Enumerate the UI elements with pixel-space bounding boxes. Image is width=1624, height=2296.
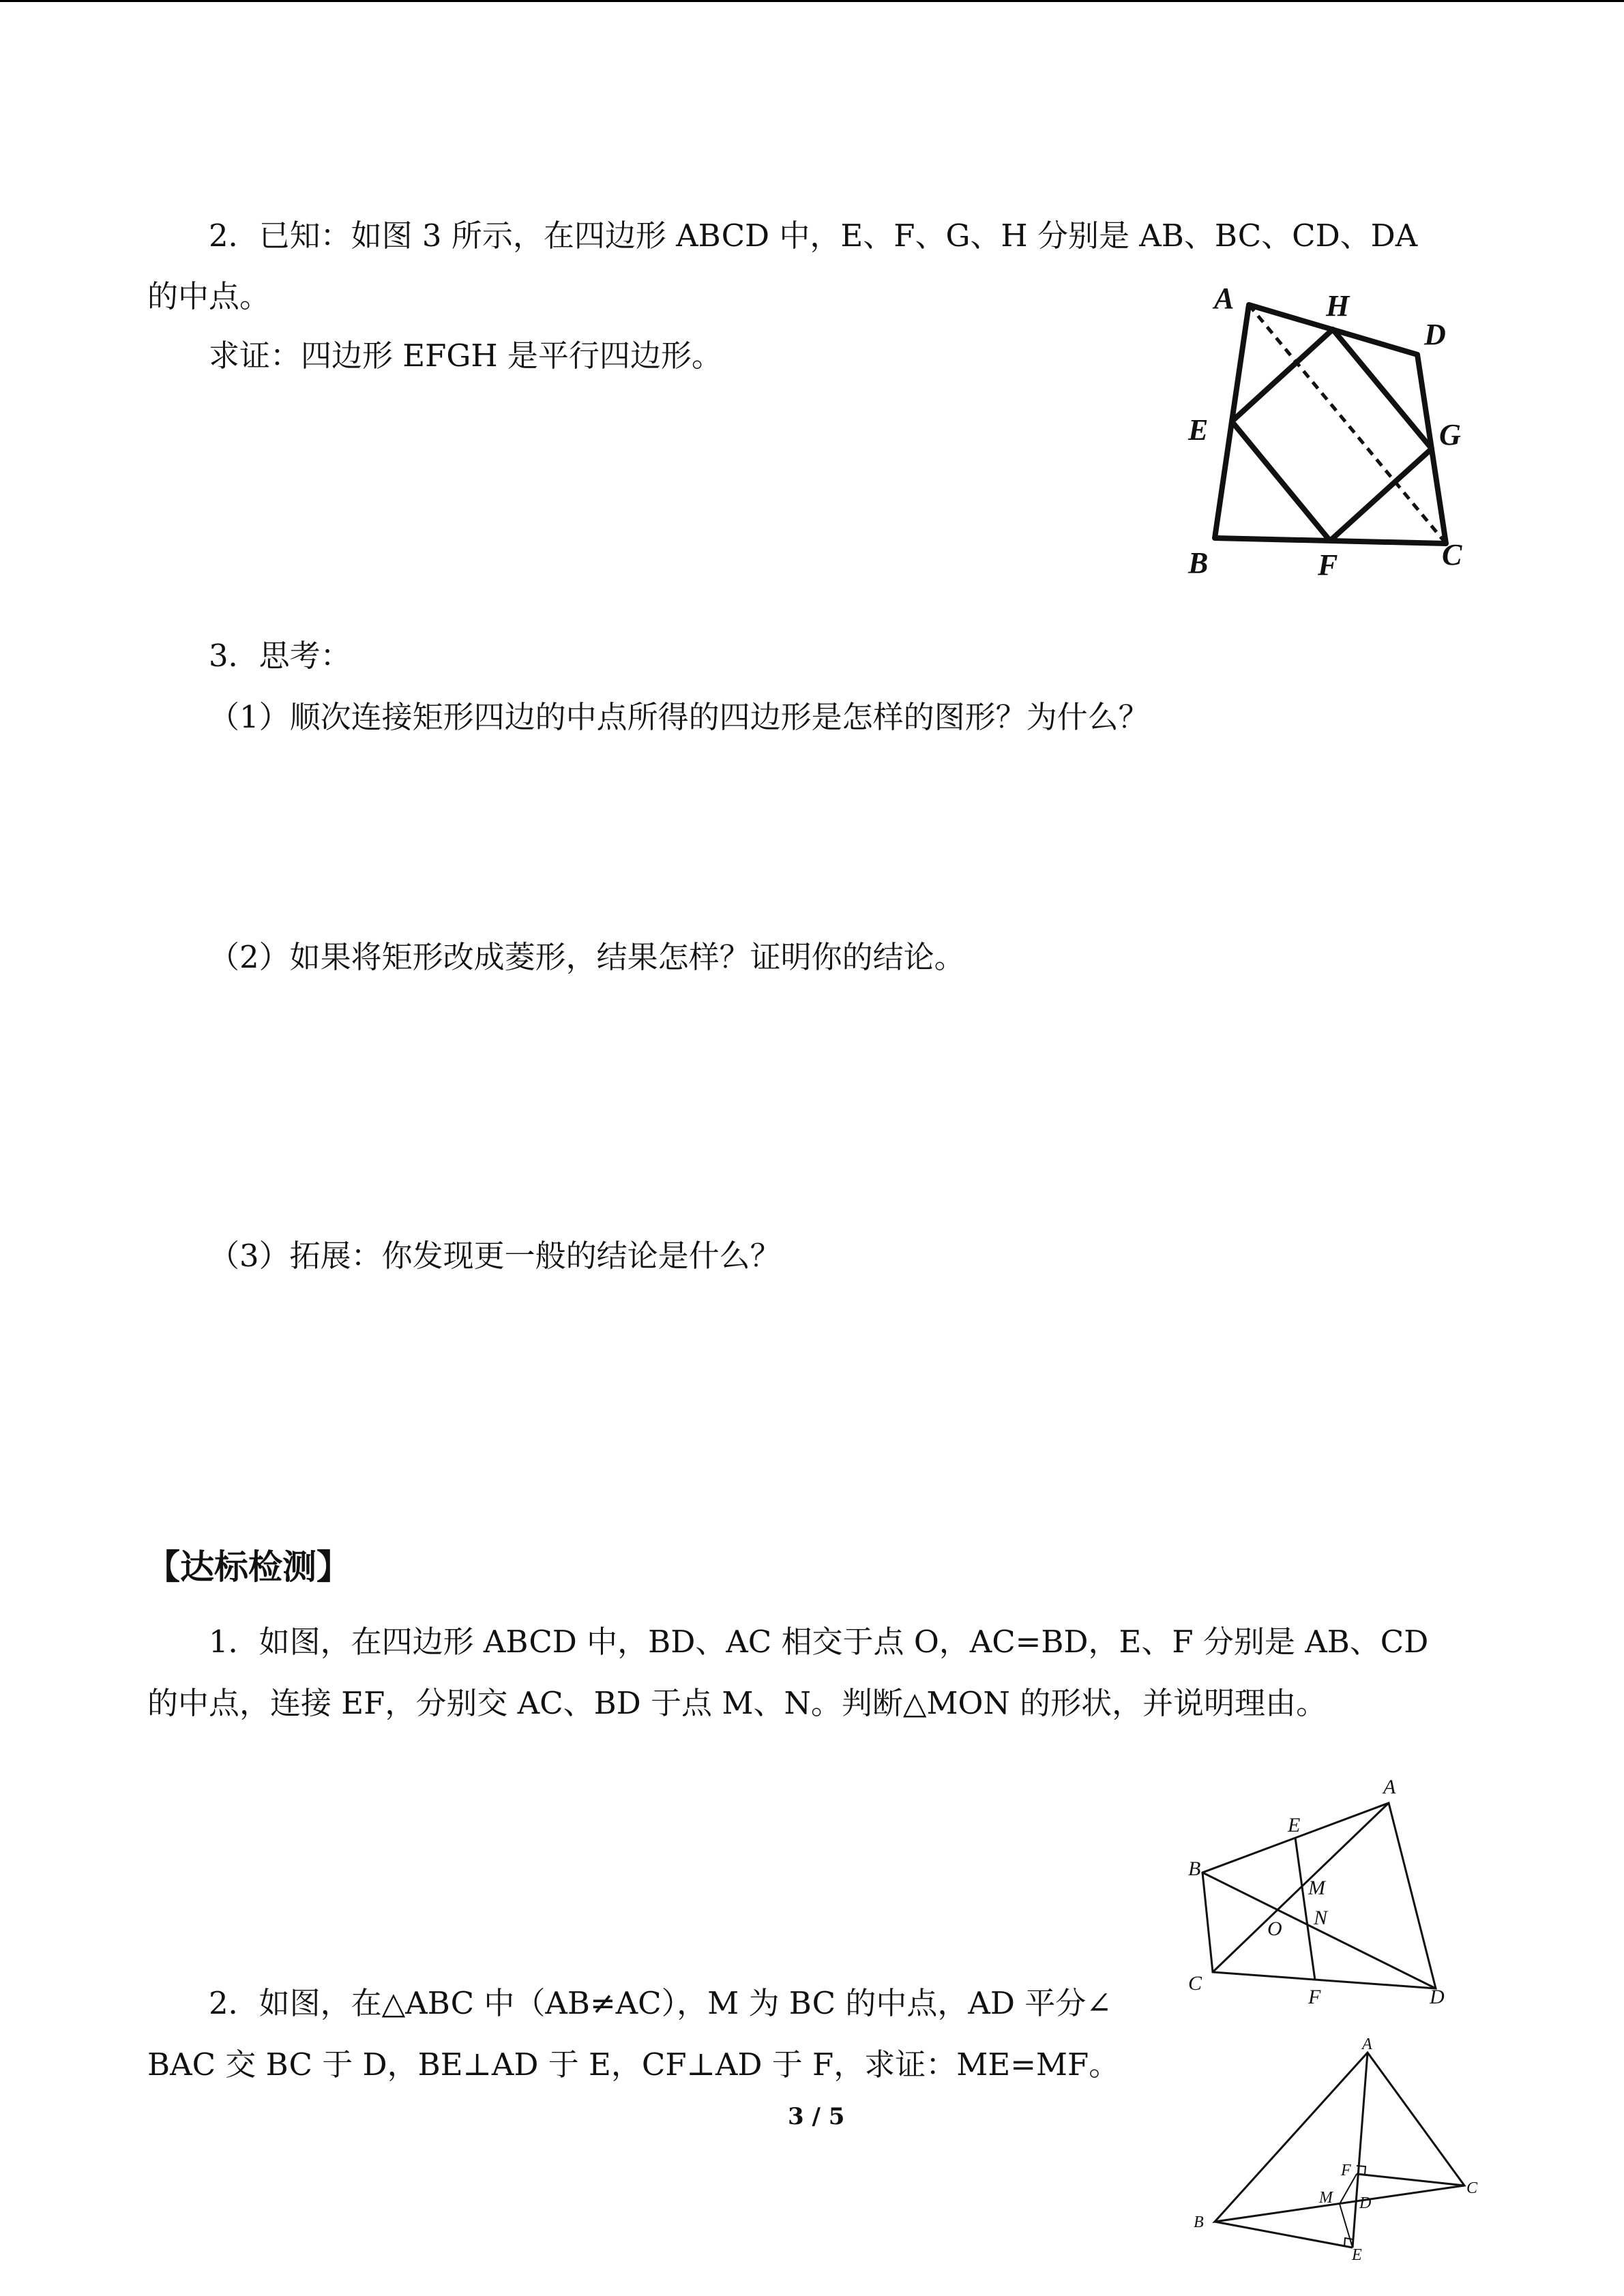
label-g: G	[1439, 418, 1461, 451]
label-o-2: O	[1267, 1918, 1282, 1940]
segment-me	[1340, 2204, 1353, 2248]
label-h: H	[1326, 289, 1350, 323]
diagonal-ac	[1249, 305, 1446, 543]
label-a-3: A	[1362, 2036, 1372, 2053]
label-c-3: C	[1466, 2179, 1478, 2197]
q2-line1: 2．已知：如图 3 所示，在四边形 ABCD 中，E、F、G、H 分别是 AB、BC、CD、DA	[209, 218, 1418, 254]
label-b: B	[1188, 546, 1209, 580]
label-f: F	[1318, 548, 1338, 582]
q3-title: 3．思考：	[209, 638, 351, 674]
label-f-2: F	[1308, 1986, 1321, 2008]
label-c-2: C	[1188, 1972, 1202, 1995]
quad-efgh	[1232, 329, 1432, 541]
t1-line1: 1．如图，在四边形 ABCD 中，BD、AC 相交于点 O，AC=BD，E、F 分别是 AB、CD	[209, 1624, 1429, 1660]
label-a-2: A	[1383, 1776, 1396, 1798]
q2-line3: 求证：四边形 EFGH 是平行四边形。	[209, 338, 722, 374]
label-d-3: D	[1359, 2194, 1372, 2212]
t2-line1: 2．如图，在△ABC 中（AB≠AC），M 为 BC 的中点，AD 平分∠	[209, 1985, 1112, 2021]
q2-line2: 的中点。	[147, 278, 271, 314]
top-border	[0, 0, 1624, 2]
label-e-3: E	[1352, 2246, 1362, 2264]
figure-triangle-me-mf	[1180, 2032, 1494, 2264]
label-b-3: B	[1194, 2213, 1204, 2231]
segment-ef	[1295, 1838, 1315, 1980]
label-e-2: E	[1288, 1814, 1301, 1836]
triangle-abc	[1215, 2053, 1464, 2222]
label-n-2: N	[1314, 1907, 1328, 1929]
label-b-2: B	[1188, 1858, 1201, 1880]
label-a: A	[1214, 282, 1235, 315]
bisector-ad	[1353, 2053, 1368, 2248]
label-f-3: F	[1341, 2162, 1351, 2179]
label-d: D	[1424, 318, 1446, 351]
section-heading: 【达标检测】	[146, 1547, 351, 1587]
label-d-2: D	[1430, 1986, 1445, 2008]
q3-sub2: （2）如果将矩形改成菱形，结果怎样？证明你的结论。	[209, 939, 965, 975]
label-m-3: M	[1319, 2189, 1333, 2207]
label-e: E	[1188, 413, 1209, 447]
figure-quadrilateral-efgh	[1180, 282, 1480, 586]
diagonal-ac-2	[1213, 1803, 1389, 1972]
figure-quadrilateral-mon	[1180, 1766, 1466, 2012]
label-c: C	[1442, 538, 1462, 571]
t1-line2: 的中点，连接 EF，分别交 AC、BD 于点 M、N。判断△MON 的形状，并说明理由。	[147, 1685, 1327, 1721]
page-number: 3 / 5	[788, 2103, 845, 2130]
q3-sub3: （3）拓展：你发现更一般的结论是什么？	[209, 1238, 781, 1274]
label-m-2: M	[1308, 1877, 1325, 1899]
segment-cf	[1357, 2174, 1464, 2186]
q3-sub1: （1）顺次连接矩形四边的中点所得的四边形是怎样的图形？为什么？	[209, 699, 1149, 735]
t2-line2: BAC 交 BC 于 D，BE⊥AD 于 E，CF⊥AD 于 F，求证：ME=MF。	[147, 2046, 1120, 2083]
segment-be	[1215, 2222, 1353, 2248]
